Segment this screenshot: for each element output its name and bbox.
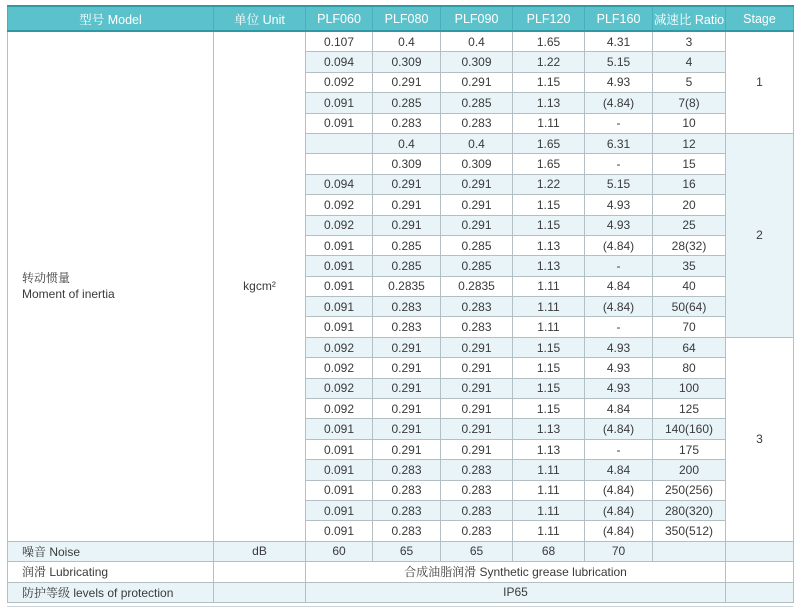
inertia-value-cell: 1.65 [513, 133, 585, 153]
inertia-value-cell: 4.84 [585, 276, 653, 296]
noise-stage-cell [726, 541, 794, 561]
inertia-value-cell: 0.283 [373, 297, 441, 317]
inertia-value-cell: 1.11 [513, 276, 585, 296]
inertia-value-cell: 1.13 [513, 256, 585, 276]
ratio-cell: 7(8) [653, 93, 726, 113]
inertia-value-cell: 0.092 [306, 399, 373, 419]
inertia-value-cell: 1.65 [513, 154, 585, 174]
inertia-value-cell: - [585, 317, 653, 337]
col-header-stage: Stage [726, 6, 794, 31]
inertia-value-cell: 0.094 [306, 174, 373, 194]
col-header-unit: 单位 Unit [214, 6, 306, 31]
ratio-cell: 25 [653, 215, 726, 235]
inertia-value-cell: 4.93 [585, 215, 653, 235]
inertia-value-cell: 1.15 [513, 358, 585, 378]
inertia-value-cell: 0.091 [306, 113, 373, 133]
protection-label-cell: 防护等级 levels of protection [8, 582, 214, 602]
inertia-value-cell: 0.092 [306, 195, 373, 215]
inertia-value-cell: 4.93 [585, 358, 653, 378]
inertia-value-cell: 0.291 [373, 419, 441, 439]
inertia-value-cell: 0.291 [441, 358, 513, 378]
inertia-value-cell [306, 133, 373, 153]
inertia-value-cell: 0.309 [373, 52, 441, 72]
inertia-value-cell: 0.291 [373, 439, 441, 459]
noise-value-cell: 65 [441, 541, 513, 561]
inertia-value-cell: 0.4 [373, 133, 441, 153]
inertia-value-cell: 0.291 [441, 195, 513, 215]
inertia-row [8, 31, 794, 52]
ratio-cell: 16 [653, 174, 726, 194]
inertia-value-cell: 0.091 [306, 297, 373, 317]
noise-row [8, 541, 794, 561]
ratio-cell: 64 [653, 337, 726, 357]
inertia-value-cell: 0.091 [306, 276, 373, 296]
inertia-value-cell: 4.31 [585, 31, 653, 52]
inertia-value-cell: 0.291 [441, 72, 513, 92]
protection-row [8, 582, 794, 602]
lubricating-stage-cell [726, 562, 794, 582]
inertia-value-cell: 0.309 [373, 154, 441, 174]
inertia-value-cell: 0.283 [373, 500, 441, 520]
inertia-value-cell: 0.091 [306, 500, 373, 520]
inertia-value-cell: 1.22 [513, 174, 585, 194]
inertia-value-cell: 1.11 [513, 113, 585, 133]
stage-cell: 1 [726, 31, 794, 133]
inertia-value-cell: 1.13 [513, 439, 585, 459]
inertia-value-cell: 5.15 [585, 52, 653, 72]
col-header-model: 型号 Model [8, 6, 214, 31]
inertia-value-cell: - [585, 154, 653, 174]
col-header-plf160: PLF160 [585, 6, 653, 31]
inertia-value-cell: 1.15 [513, 215, 585, 235]
inertia-value-cell: (4.84) [585, 480, 653, 500]
inertia-value-cell: 0.291 [441, 419, 513, 439]
ratio-cell: 4 [653, 52, 726, 72]
inertia-value-cell: 0.091 [306, 439, 373, 459]
ratio-cell: 350(512) [653, 521, 726, 541]
stage-cell: 2 [726, 133, 794, 337]
inertia-value-cell: 0.291 [373, 358, 441, 378]
noise-value-cell: 68 [513, 541, 585, 561]
protection-value-cell: IP65 [306, 582, 726, 602]
inertia-value-cell: 0.291 [373, 378, 441, 398]
inertia-value-cell: 0.283 [441, 500, 513, 520]
ratio-cell: 100 [653, 378, 726, 398]
noise-value-cell: 60 [306, 541, 373, 561]
inertia-value-cell: 0.291 [373, 337, 441, 357]
stage-cell: 3 [726, 337, 794, 541]
col-header-plf120: PLF120 [513, 6, 585, 31]
inertia-value-cell: 0.283 [373, 317, 441, 337]
inertia-value-cell: - [585, 256, 653, 276]
ratio-cell: 12 [653, 133, 726, 153]
inertia-value-cell: 0.285 [441, 93, 513, 113]
ratio-cell: 10 [653, 113, 726, 133]
inertia-value-cell: 0.309 [441, 52, 513, 72]
ratio-cell: 40 [653, 276, 726, 296]
inertia-value-cell: - [585, 113, 653, 133]
inertia-value-cell: 0.291 [373, 72, 441, 92]
inertia-value-cell: (4.84) [585, 500, 653, 520]
inertia-value-cell: 0.283 [373, 460, 441, 480]
inertia-value-cell: - [585, 439, 653, 459]
inertia-value-cell: 0.285 [441, 256, 513, 276]
inertia-value-cell: 0.283 [373, 521, 441, 541]
ratio-cell: 250(256) [653, 480, 726, 500]
inertia-value-cell: 0.285 [373, 93, 441, 113]
lubricating-label-cell: 润滑 Lubricating [8, 562, 214, 582]
inertia-value-cell: 1.15 [513, 337, 585, 357]
inertia-value-cell: 0.285 [441, 235, 513, 255]
inertia-value-cell: 0.285 [373, 256, 441, 276]
inertia-value-cell: (4.84) [585, 235, 653, 255]
bottom-divider [7, 606, 793, 607]
inertia-value-cell: 0.285 [373, 235, 441, 255]
inertia-value-cell: 0.092 [306, 378, 373, 398]
noise-unit-cell: dB [214, 541, 306, 561]
protection-stage-cell [726, 582, 794, 602]
noise-value-cell: 70 [585, 541, 653, 561]
inertia-value-cell: 4.93 [585, 337, 653, 357]
inertia-value-cell: 0.283 [441, 521, 513, 541]
inertia-value-cell: 0.091 [306, 419, 373, 439]
inertia-value-cell [306, 154, 373, 174]
inertia-value-cell: 0.291 [441, 337, 513, 357]
inertia-value-cell: 1.11 [513, 521, 585, 541]
inertia-value-cell: 0.283 [441, 480, 513, 500]
ratio-cell: 140(160) [653, 419, 726, 439]
inertia-value-cell: 5.15 [585, 174, 653, 194]
ratio-cell: 5 [653, 72, 726, 92]
col-header-plf060: PLF060 [306, 6, 373, 31]
inertia-value-cell: 4.93 [585, 72, 653, 92]
inertia-value-cell: 4.93 [585, 195, 653, 215]
inertia-value-cell: 1.11 [513, 460, 585, 480]
ratio-cell: 80 [653, 358, 726, 378]
inertia-value-cell: 1.22 [513, 52, 585, 72]
ratio-cell: 50(64) [653, 297, 726, 317]
ratio-cell: 70 [653, 317, 726, 337]
inertia-value-cell: 0.291 [373, 399, 441, 419]
col-header-ratio: 减速比 Ratio [653, 6, 726, 31]
inertia-value-cell: 0.309 [441, 154, 513, 174]
ratio-cell: 280(320) [653, 500, 726, 520]
inertia-value-cell: 1.13 [513, 419, 585, 439]
noise-label-cell: 噪音 Noise [8, 541, 214, 561]
inertia-value-cell: 0.2835 [441, 276, 513, 296]
inertia-value-cell: 0.091 [306, 235, 373, 255]
inertia-value-cell: 1.15 [513, 195, 585, 215]
inertia-value-cell: 1.11 [513, 317, 585, 337]
inertia-value-cell: 0.2835 [373, 276, 441, 296]
inertia-value-cell: (4.84) [585, 521, 653, 541]
inertia-label-zh: 转动惯量 [22, 271, 71, 286]
inertia-value-cell: 0.091 [306, 256, 373, 276]
col-header-plf090: PLF090 [441, 6, 513, 31]
inertia-value-cell: 0.4 [373, 31, 441, 52]
inertia-value-cell: (4.84) [585, 297, 653, 317]
inertia-value-cell: 1.13 [513, 93, 585, 113]
inertia-model-cell [8, 31, 214, 541]
inertia-value-cell: 1.15 [513, 378, 585, 398]
inertia-label-en: Moment of inertia [22, 287, 115, 302]
ratio-cell: 35 [653, 256, 726, 276]
ratio-cell: 20 [653, 195, 726, 215]
inertia-value-cell: 0.092 [306, 72, 373, 92]
inertia-value-cell: 0.091 [306, 93, 373, 113]
col-header-plf080: PLF080 [373, 6, 441, 31]
inertia-value-cell: 4.93 [585, 378, 653, 398]
ratio-cell: 125 [653, 399, 726, 419]
inertia-value-cell: 1.15 [513, 399, 585, 419]
inertia-value-cell: 0.291 [373, 215, 441, 235]
inertia-value-cell: 1.11 [513, 500, 585, 520]
inertia-value-cell: 0.283 [441, 317, 513, 337]
lubricating-row [8, 562, 794, 582]
gearbox-spec-table [7, 5, 794, 603]
inertia-value-cell: 0.291 [373, 195, 441, 215]
noise-value-cell: 65 [373, 541, 441, 561]
inertia-value-cell: 0.091 [306, 317, 373, 337]
inertia-value-cell: 4.84 [585, 460, 653, 480]
inertia-value-cell: 1.13 [513, 235, 585, 255]
inertia-value-cell: 0.091 [306, 521, 373, 541]
inertia-value-cell: 0.4 [441, 133, 513, 153]
inertia-value-cell: 1.11 [513, 297, 585, 317]
inertia-value-cell: 1.11 [513, 480, 585, 500]
lubricating-value-cell: 合成油脂润滑 Synthetic grease lubrication [306, 562, 726, 582]
inertia-value-cell: 0.291 [441, 399, 513, 419]
ratio-cell: 175 [653, 439, 726, 459]
inertia-value-cell: 6.31 [585, 133, 653, 153]
inertia-value-cell: 0.291 [441, 378, 513, 398]
inertia-value-cell: 0.283 [441, 113, 513, 133]
ratio-cell: 28(32) [653, 235, 726, 255]
inertia-value-cell: 0.283 [441, 460, 513, 480]
protection-unit-cell [214, 582, 306, 602]
lubricating-unit-cell [214, 562, 306, 582]
inertia-value-cell: 0.092 [306, 215, 373, 235]
inertia-value-cell: 0.107 [306, 31, 373, 52]
inertia-value-cell: 0.092 [306, 358, 373, 378]
inertia-value-cell: 0.4 [441, 31, 513, 52]
inertia-value-cell: 0.283 [441, 297, 513, 317]
inertia-value-cell: 0.291 [373, 174, 441, 194]
inertia-value-cell: 1.15 [513, 72, 585, 92]
inertia-value-cell: 0.091 [306, 460, 373, 480]
inertia-value-cell: 0.092 [306, 337, 373, 357]
ratio-cell: 3 [653, 31, 726, 52]
inertia-value-cell: (4.84) [585, 93, 653, 113]
header-row [8, 6, 794, 31]
inertia-value-cell: 1.65 [513, 31, 585, 52]
inertia-value-cell: 0.291 [441, 215, 513, 235]
inertia-value-cell: 0.091 [306, 480, 373, 500]
ratio-cell: 15 [653, 154, 726, 174]
ratio-cell: 200 [653, 460, 726, 480]
inertia-value-cell: 0.283 [373, 113, 441, 133]
inertia-value-cell: (4.84) [585, 419, 653, 439]
noise-ratio-cell [653, 541, 726, 561]
inertia-value-cell: 0.283 [373, 480, 441, 500]
inertia-unit-cell: kgcm² [214, 31, 306, 541]
inertia-value-cell: 0.291 [441, 439, 513, 459]
inertia-value-cell: 0.094 [306, 52, 373, 72]
inertia-value-cell: 0.291 [441, 174, 513, 194]
inertia-value-cell: 4.84 [585, 399, 653, 419]
